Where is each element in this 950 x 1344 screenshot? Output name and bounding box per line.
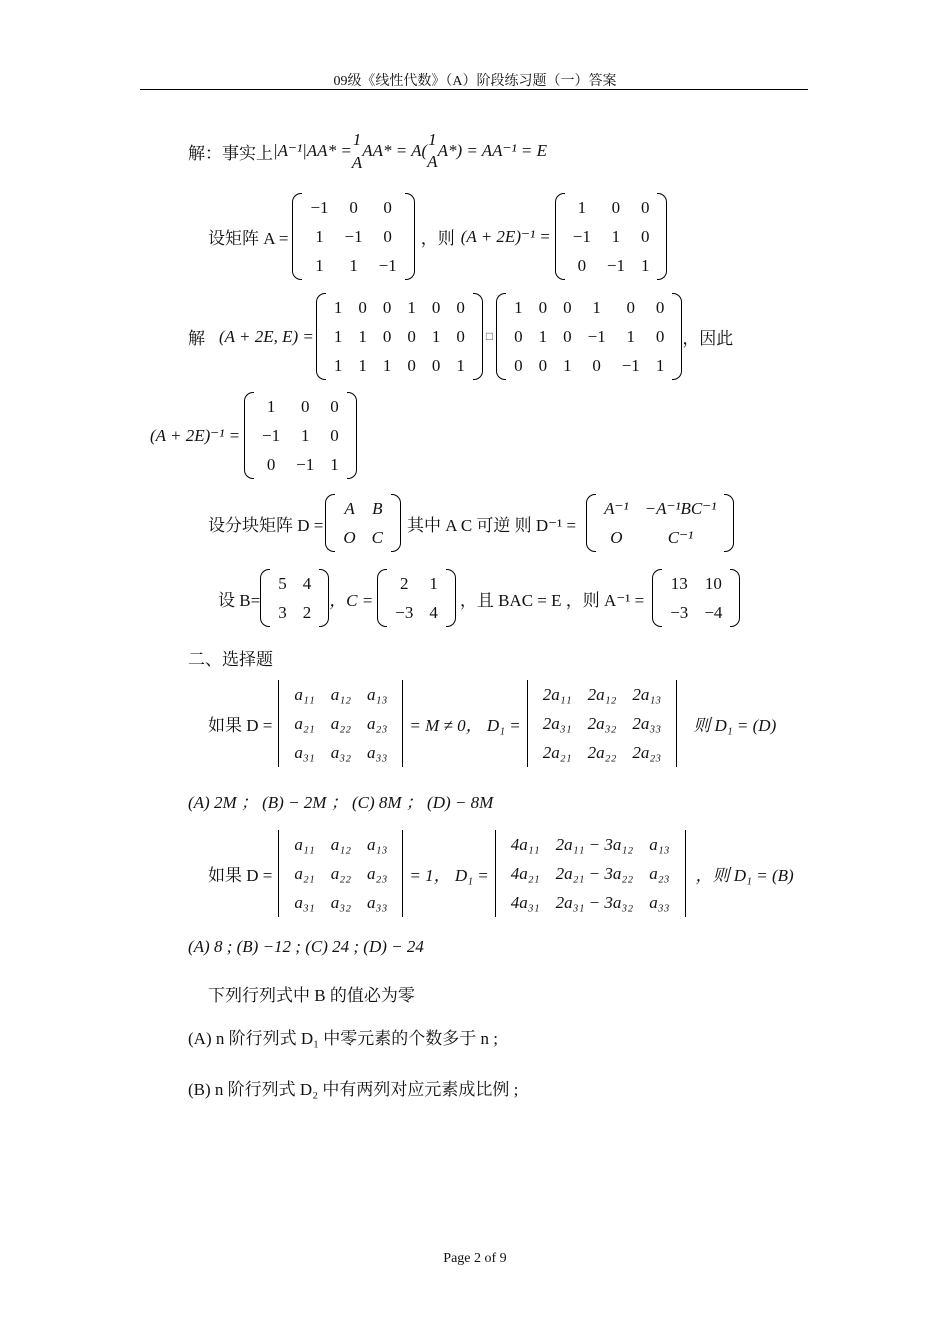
matrix-cell: a₂₃ — [649, 864, 670, 883]
section-2-title: 二、选择题 — [188, 650, 273, 669]
matrix-cell: −1 — [572, 227, 591, 246]
matrix-cell: 1 — [315, 256, 324, 275]
matrix-cell: O — [610, 528, 623, 547]
matrix-cell: 0 — [592, 356, 601, 375]
matrix-cell: −1 — [310, 198, 329, 217]
matrix-cell: 2a₁₁ − 3a₁₂ — [555, 835, 634, 854]
matrix-cell: a₁₃ — [649, 835, 670, 854]
matrix-cell: 2a₂₂ — [587, 743, 617, 762]
row-reduce-arrow: □ — [485, 329, 494, 343]
matrix-cell: 1 — [429, 574, 438, 593]
matrix-cell: a₁₂ — [330, 685, 352, 704]
choice-question-2 — [208, 830, 794, 917]
matrix-cell: 1 — [382, 356, 392, 375]
q1-eq: = M ≠ 0， D₁ = — [409, 716, 521, 735]
matrix-cell: 1 — [333, 298, 343, 317]
matrix-cell: 0 — [330, 426, 339, 445]
matrix-cell: A — [344, 499, 355, 518]
matrix-cell: a₃₃ — [649, 893, 670, 912]
matrix-cell: 1 — [330, 455, 339, 474]
matrix-cell: 0 — [382, 327, 392, 346]
matrix-cell: 1 — [349, 256, 358, 275]
matrix-cell: 0 — [407, 327, 416, 346]
matrix-cell: 1 — [407, 298, 416, 317]
solution-line-1 — [188, 126, 547, 176]
matrix-cell: 0 — [538, 356, 548, 375]
matrix-cell: 1 — [563, 356, 572, 375]
matrix-b — [260, 569, 329, 627]
matrix-cell: 2a₃₁ − 3a₃₂ — [555, 893, 634, 912]
line1-mid: AA* = A( — [362, 141, 428, 160]
matrix-cell: 0 — [407, 356, 416, 375]
q1-options: (A) 2M ； (B) − 2M ； (C) 8M ； (D) − 8M — [188, 793, 494, 812]
matrix-cell: 0 — [626, 298, 636, 317]
matrix-a-question — [208, 193, 667, 280]
matrix-cell: 2a₂₁ − 3a₂₂ — [555, 864, 634, 883]
augmented-label: (A + 2E, E) = — [219, 326, 314, 346]
header-rule — [140, 89, 808, 90]
matrix-c — [377, 569, 456, 627]
frac-den: A — [351, 152, 363, 172]
matrix-cell: 2a₁₃ — [632, 685, 662, 704]
matrix-cell: −A⁻¹BC⁻¹ — [644, 499, 717, 518]
q2-options: (A) 8 ; (B) −12 ; (C) 24 ; (D) − 24 — [188, 937, 424, 956]
matrix-cell: C — [371, 528, 383, 547]
matrix-cell: 4 — [302, 574, 312, 593]
matrix-cell: 1 — [333, 327, 343, 346]
line1-fraction-2 — [427, 129, 437, 173]
matrix-cell: 0 — [456, 298, 465, 317]
q1-determinant-d1 — [525, 680, 679, 767]
matrix-cell: −1 — [262, 426, 281, 445]
matrix-cell: a₂₂ — [330, 714, 352, 733]
matrix-cell: a₂₃ — [367, 714, 388, 733]
matrix-cell: a₂₁ — [294, 864, 315, 883]
matrix-cell: 0 — [563, 327, 572, 346]
inverse-result-matrix — [244, 392, 357, 479]
matrix-cell: 1 — [640, 256, 650, 275]
matrix-cell: 0 — [300, 397, 310, 416]
matrix-cell: 1 — [266, 397, 276, 416]
matrix-cell: 2a₂₁ — [542, 743, 572, 762]
matrix-cell: 0 — [330, 397, 339, 416]
matrix-cell: 1 — [431, 327, 441, 346]
matrix-cell: 1 — [577, 198, 587, 217]
q2-determinant-d1 — [493, 830, 688, 917]
matrix-cell: a₁₂ — [330, 835, 352, 854]
matrix-cell: 0 — [349, 198, 358, 217]
matrix-cell: −3 — [670, 603, 689, 622]
matrix-cell: 0 — [383, 227, 392, 246]
matrix-cell: 0 — [383, 198, 392, 217]
matrix-cell: 2 — [400, 574, 409, 593]
matrix-cell: −1 — [296, 455, 315, 474]
line1-rhs: A*) = AA⁻¹ = E — [437, 141, 547, 160]
matrix-cell: 0 — [563, 298, 572, 317]
matrix-cell: 2a₁₂ — [587, 685, 617, 704]
matrix-cell: 1 — [333, 356, 343, 375]
matrix-cell: 1 — [626, 327, 636, 346]
matrix-cell: 2a₂₃ — [632, 743, 662, 762]
matrix-cell: 5 — [278, 574, 287, 593]
matrix-cell: 1 — [538, 327, 548, 346]
inverse-label: (A + 2E)⁻¹ = — [460, 226, 551, 246]
block-matrix-question — [208, 494, 734, 552]
matrix-cell: 13 — [670, 574, 688, 593]
bc-answer-matrix — [652, 569, 740, 627]
matrix-cell: C⁻¹ — [667, 528, 694, 547]
matrix-cell: 0 — [577, 256, 587, 275]
matrix-cell: 4a₃₁ — [510, 893, 540, 912]
matrix-cell: −1 — [621, 356, 640, 375]
matrix-cell: 0 — [640, 198, 650, 217]
matrix-cell: 1 — [315, 227, 324, 246]
q2-determinant-d — [276, 830, 405, 917]
matrix-cell: a₂₃ — [367, 864, 388, 883]
bc-sep: ，C = — [329, 590, 374, 610]
matrix-cell: a₂₂ — [330, 864, 352, 883]
matrix-cell: a₃₁ — [294, 893, 315, 912]
block-prefix: 设分块矩阵 D = — [208, 515, 324, 535]
line1-prefix: 解：事实上 — [188, 143, 273, 163]
matrix-cell: B — [372, 499, 383, 518]
bc-prefix: 设 B= — [218, 590, 261, 610]
matrix-cell: a₁₁ — [294, 685, 315, 704]
inverse-result — [150, 392, 357, 479]
matrix-cell: 1 — [655, 356, 665, 375]
matrix-cell: a₃₃ — [367, 893, 388, 912]
frac2-den: A — [427, 152, 438, 171]
matrix-cell: O — [343, 528, 356, 547]
matrix-cell: 0 — [456, 327, 465, 346]
matrix-a — [292, 193, 414, 280]
page-header: 09级《线性代数》（A）阶段练习题（一）答案 — [333, 74, 617, 89]
matrix-cell: a₃₂ — [330, 743, 352, 762]
q3-option-a: (A) n 阶行列式 D₁ 中零元素的个数多于 n ; — [188, 1029, 499, 1048]
matrix-cell: 0 — [431, 356, 441, 375]
matrix-cell: −1 — [606, 256, 625, 275]
q3-option-b: (B) n 阶行列式 D₂ 中有两列对应元素成比例 ; — [188, 1080, 519, 1099]
block-inverse-matrix — [586, 494, 734, 552]
bc-condition: ，且 BAC = E ，则 A⁻¹ = — [459, 590, 645, 610]
matrix-cell: 0 — [538, 298, 548, 317]
matrix-cell: 1 — [456, 356, 465, 375]
frac-num: 1 — [352, 129, 362, 152]
matrix-cell: −1 — [587, 327, 606, 346]
matrix-cell: 10 — [704, 574, 722, 593]
bc-question — [218, 569, 740, 627]
matrix-cell: 0 — [655, 327, 665, 346]
matrix-cell: 3 — [278, 603, 287, 622]
matrix-cell: −1 — [344, 227, 363, 246]
matrix-cell: 1 — [611, 227, 621, 246]
matrix-cell: 1 — [358, 356, 367, 375]
matrix-cell: 0 — [611, 198, 621, 217]
matrix-cell: a₂₁ — [294, 714, 315, 733]
line1-fraction — [352, 129, 362, 174]
matrix-cell: 1 — [300, 426, 310, 445]
matrix-cell: 2a₁₁ — [542, 685, 572, 704]
matrix-cell: a₁₃ — [367, 835, 388, 854]
matrix-cell: 1 — [592, 298, 601, 317]
page-number: Page 2 of 9 — [443, 1251, 507, 1266]
matrix-a-prefix: 设矩阵 A = — [208, 229, 289, 248]
matrix-cell: 0 — [514, 327, 523, 346]
matrix-cell: 2a₃₁ — [542, 714, 572, 733]
inverse-result-label: (A + 2E)⁻¹ = — [150, 425, 241, 445]
matrix-cell: 0 — [431, 298, 441, 317]
matrix-cell: −3 — [395, 603, 414, 622]
matrix-cell: a₃₃ — [367, 743, 388, 762]
matrix-cell: −4 — [704, 603, 723, 622]
block-condition: 其中 A C 可逆 则 D⁻¹ = — [407, 515, 577, 535]
q2-eq: = 1， D₁ = — [409, 866, 489, 885]
matrix-cell: 0 — [640, 227, 650, 246]
q3-stem: 下列行列式中 B 的值必为零 — [208, 986, 415, 1005]
augmented-matrix-1 — [316, 293, 483, 380]
matrix-a-then: ，则 — [420, 229, 455, 248]
matrix-a-inverse-answer — [555, 193, 668, 280]
q1-prefix: 如果 D = — [208, 716, 273, 735]
matrix-cell: 0 — [358, 298, 367, 317]
matrix-cell: 2a₃₃ — [632, 714, 662, 733]
choice-question-1 — [208, 680, 776, 767]
matrix-cell: 0 — [266, 455, 276, 474]
matrix-cell: a₁₁ — [294, 835, 315, 854]
matrix-cell: 4a₁₁ — [510, 835, 540, 854]
matrix-cell: 2 — [302, 603, 312, 622]
matrix-cell: 2a₃₂ — [587, 714, 617, 733]
matrix-cell: 1 — [358, 327, 367, 346]
matrix-cell: 0 — [382, 298, 392, 317]
frac2-num: 1 — [428, 130, 437, 149]
q2-answer: ，则 D₁ = (B) — [695, 866, 794, 885]
solution-prefix: 解 — [188, 329, 205, 348]
line1-lhs: |A⁻¹|AA* = — [273, 141, 352, 160]
matrix-cell: a₁₃ — [367, 685, 388, 704]
matrix-cell: 0 — [514, 356, 523, 375]
matrix-cell: 0 — [655, 298, 665, 317]
matrix-cell: 1 — [514, 298, 523, 317]
augmented-matrix-2 — [496, 293, 682, 380]
q2-prefix: 如果 D = — [208, 866, 273, 885]
q1-determinant-d — [276, 680, 405, 767]
matrix-cell: 4 — [429, 603, 438, 622]
augmented-solution — [188, 293, 733, 380]
solution-suffix: ，因此 — [682, 329, 734, 348]
q1-answer: 则 D₁ = (D) — [693, 716, 777, 735]
matrix-cell: a₃₁ — [294, 743, 315, 762]
matrix-cell: A⁻¹ — [604, 499, 629, 518]
matrix-cell: a₃₂ — [330, 893, 352, 912]
block-matrix — [325, 494, 401, 552]
matrix-cell: −1 — [378, 256, 397, 275]
matrix-cell: 4a₂₁ — [510, 864, 540, 883]
